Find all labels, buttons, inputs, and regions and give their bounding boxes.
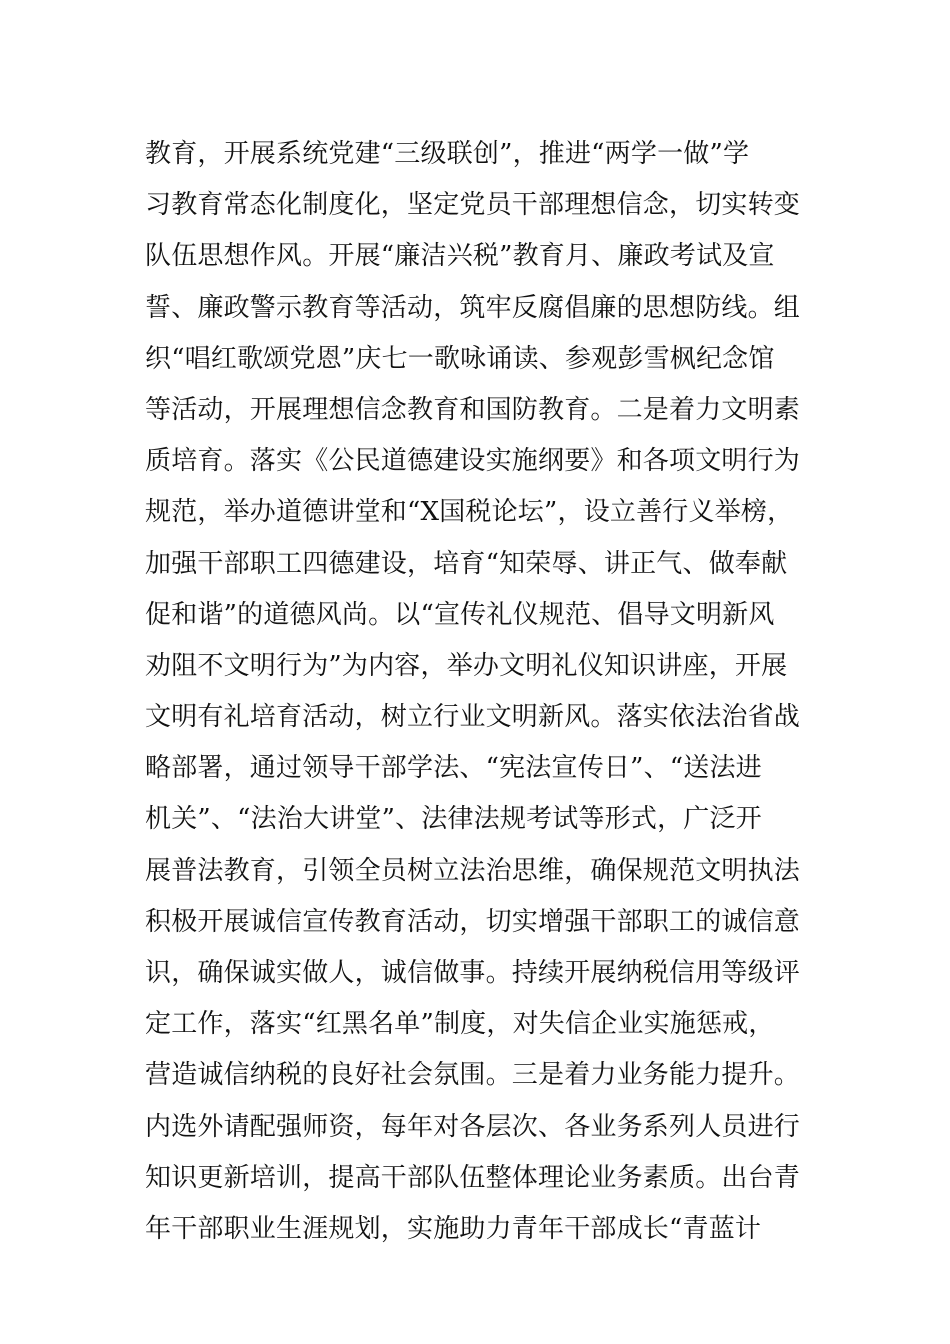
text-line: 誓、廉政警示教育等活动，筑牢反腐倡廉的思想防线。组 (145, 292, 801, 323)
text-line: 展普法教育，引领全员树立法治思维，确保规范文明执法 (145, 855, 801, 886)
text-line: 劝阻不文明行为”为内容，举办文明礼仪知识讲座，开展 (145, 650, 788, 681)
text-line: 规范，举办道德讲堂和“X国税论坛”，设立善行义举榜， (145, 497, 794, 528)
text-line: 等活动，开展理想信念教育和国防教育。二是着力文明素 (145, 394, 801, 425)
text-line: 积极开展诚信宣传教育活动，切实增强干部职工的诚信意 (145, 906, 801, 937)
text-line: 营造诚信纳税的良好社会氛围。三是着力业务能力提升。 (145, 1060, 801, 1091)
text-line: 略部署，通过领导干部学法、“宪法宣传日”、“送法进 (145, 753, 762, 784)
text-line: 加强干部职工四德建设，培育“知荣辱、讲正气、做奉献 (145, 548, 788, 579)
body-text (145, 129, 825, 1255)
text-line: 队伍思想作风。开展“廉洁兴税”教育月、廉政考试及宣 (145, 241, 775, 272)
text-line: 织“唱红歌颂党恩”庆七一歌咏诵读、参观彭雪枫纪念馆 (145, 343, 775, 374)
text-line: 教育，开展系统党建“三级联创”，推进“两学一做”学 (145, 139, 750, 169)
text-line: 文明有礼培育活动，树立行业文明新风。落实依法治省战 (145, 702, 801, 733)
text-line: 知识更新培训，提高干部队伍整体理论业务素质。出台青 (145, 1162, 801, 1193)
text-line: 机关”、“法治大讲堂”、法律法规考试等形式，广泛开 (145, 804, 762, 835)
text-line: 促和谐”的道德风尚。以“宣传礼仪规范、倡导文明新风 (145, 599, 775, 630)
text-line: 内选外请配强师资，每年对各层次、各业务系列人员进行 (145, 1111, 801, 1142)
text-line: 习教育常态化制度化，坚定党员干部理想信念，切实转变 (145, 190, 801, 221)
text-line: 识，确保诚实做人，诚信做事。持续开展纳税信用等级评 (145, 958, 801, 988)
text-line: 定工作，落实“红黑名单”制度，对失信企业实施惩戒， (145, 1009, 775, 1040)
text-line: 年干部职业生涯规划，实施助力青年干部成长“青蓝计 (145, 1213, 762, 1244)
text-line: 质培育。落实《公民道德建设实施纲要》和各项文明行为 (145, 446, 801, 477)
